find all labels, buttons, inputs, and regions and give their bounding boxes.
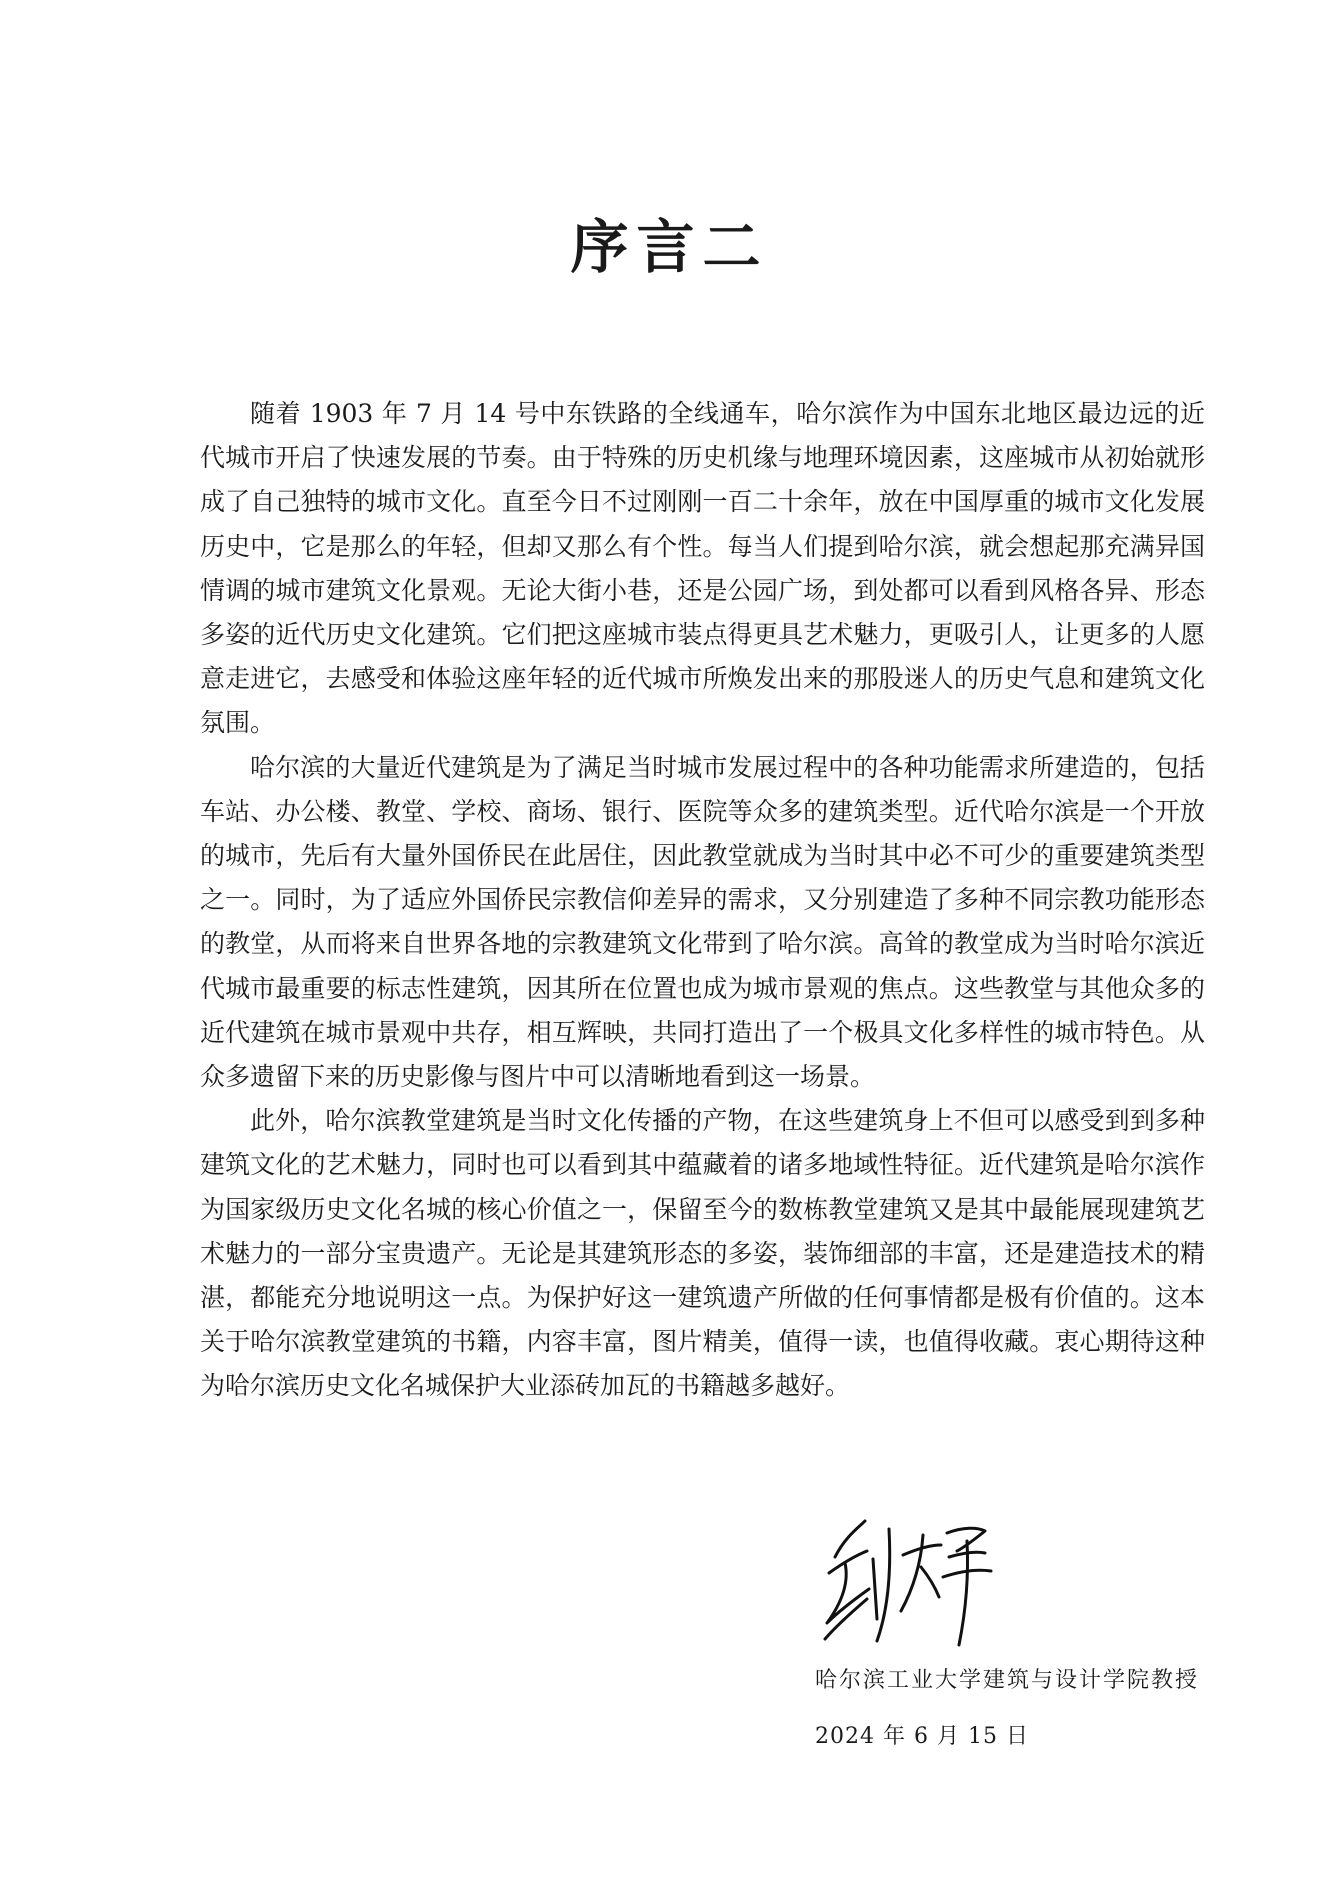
- preface-body: [200, 392, 1205, 1409]
- paragraph-2: 哈尔滨的大量近代建筑是为了满足当时城市发展过程中的各种功能需求所建造的，包括车站、办公楼、教堂、学校、商场、银行、医院等众多的建筑类型。近代哈尔滨是一个开放的城市，先后有大量外国侨民在此居住，因此教堂就成为当时其中必不可少的重要建筑类型之一。同时，为了适应外国侨民宗教信仰差异的需求，又分别建造了多种不同宗教功能形态的教堂，从而将来自世界各地的宗教建筑文化带到了哈尔滨。高耸的教堂成为当时哈尔滨近代城市最重要的标志性建筑，因其所在位置也成为城市景观的焦点。这些教堂与其他众多的近代建筑在城市景观中共存，相互辉映，共同打造出了一个极具文化多样性的城市特色。从众多遗留下来的历史影像与图片中可以清晰地看到这一场景。: [200, 752, 1205, 1092]
- paragraph-1: 随着 1903 年 7 月 14 号中东铁路的全线通车，哈尔滨作为中国东北地区最边远的近代城市开启了快速发展的节奏。由于特殊的历史机缘与地理环境因素，这座城市从初始就形成了自己独特的城市文化。直至今日不过刚刚一百二十余年，放在中国厚重的城市文化发展历史中，它是那么的年轻，但却又那么有个性。每当人们提到哈尔滨，就会想起那充满异国情调的城市建筑文化景观。无论大街小巷，还是公园广场，到处都可以看到风格各异、形态多姿的近代历史文化建筑。它们把这座城市装点得更具艺术魅力，更吸引人，让更多的人愿意走进它，去感受和体验这座年轻的近代城市所焕发出来的那股迷人的历史气息和建筑文化氛围。: [200, 399, 1205, 738]
- signature-date: 2024 年 6 月 15 日: [815, 1724, 1029, 1749]
- author-affiliation: 哈尔滨工业大学建筑与设计学院教授: [815, 1668, 1200, 1693]
- handwritten-signature: [815, 1515, 995, 1650]
- paragraph-3: 此外，哈尔滨教堂建筑是当时文化传播的产物，在这些建筑身上不但可以感受到到多种建筑文化的艺术魅力，同时也可以看到其中蕴藏着的诸多地域性特征。近代建筑是哈尔滨作为国家级历史文化名城的核心价值之一，保留至今的数栋教堂建筑又是其中最能展现建筑艺术魅力的一部分宝贵遗产。无论是其建筑形态的多姿，装饰细部的丰富，还是建造技术的精湛，都能充分地说明这一点。为保护好这一建筑遗产所做的任何事情都是极有价值的。这本关于哈尔滨教堂建筑的书籍，内容丰富，图片精美，值得一读，也值得收藏。衷心期待这种为哈尔滨历史文化名城保护大业添砖加瓦的书籍越多越好。: [200, 1106, 1205, 1401]
- page-title: 序言二: [570, 213, 769, 281]
